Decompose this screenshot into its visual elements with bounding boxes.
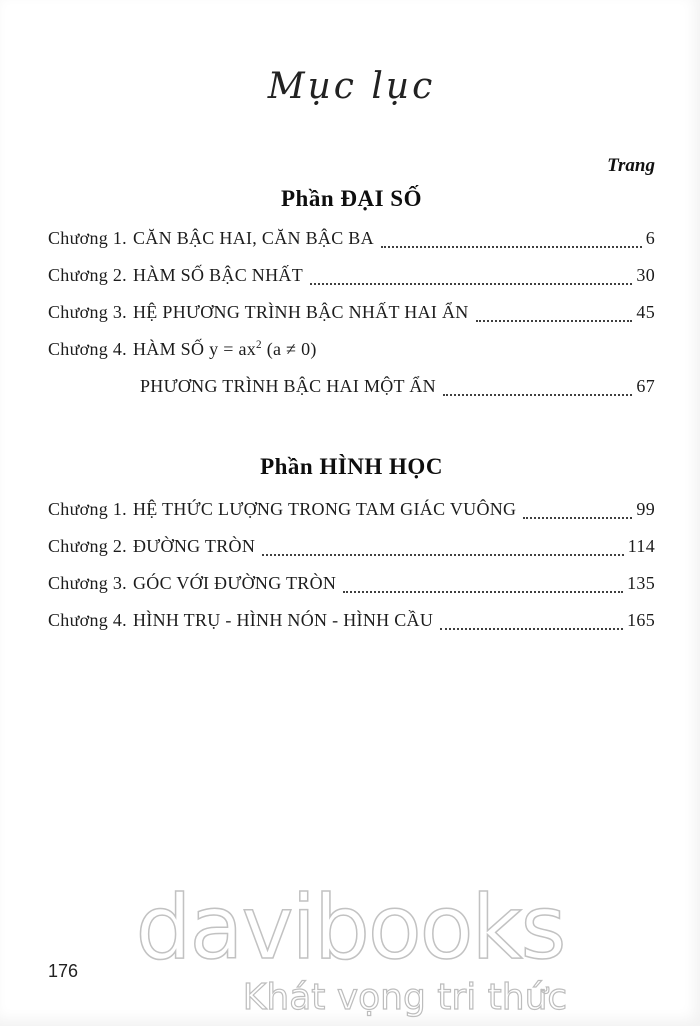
- chapter-label: Chương 4.: [48, 339, 127, 359]
- section-heading-algebra: Phần ĐẠI SỐ: [281, 186, 422, 211]
- formula-suffix: (a ≠ 0): [261, 339, 317, 359]
- toc-entry: [48, 565, 655, 602]
- page-column-header: Trang: [607, 155, 655, 176]
- chapter-page: 135: [627, 573, 655, 593]
- chapter-title: PHƯƠNG TRÌNH BẬC HAI MỘT ẨN: [140, 376, 436, 396]
- chapter-title: CĂN BẬC HAI, CĂN BẬC BA: [132, 228, 374, 248]
- chapter-title: ĐƯỜNG TRÒN: [132, 536, 256, 556]
- chapter-page: 45: [636, 302, 655, 322]
- toc-entry: [48, 294, 655, 331]
- formula-prefix: HÀM SỐ y = ax: [132, 339, 257, 359]
- chapter-title: HỆ PHƯƠNG TRÌNH BẬC NHẤT HAI ẨN: [132, 302, 469, 322]
- dot-leader: [262, 554, 624, 556]
- dot-leader: [310, 283, 632, 285]
- chapter-title: GÓC VỚI ĐƯỜNG TRÒN: [132, 573, 337, 593]
- toc-entry: [48, 257, 655, 294]
- dot-leader: [381, 246, 642, 248]
- chapter-title: HÀM SỐ BẬC NHẤT: [132, 265, 303, 285]
- chapter-page: 114: [627, 536, 655, 556]
- page-title: Mục lục: [267, 66, 436, 107]
- toc-entry: [48, 491, 655, 528]
- chapter-label: Chương 3.: [48, 573, 127, 593]
- toc-entry-continuation: [48, 368, 655, 405]
- chapter-page: 6: [645, 228, 655, 248]
- formula-superscript: 2: [256, 339, 262, 351]
- footer-page-number: 176: [48, 961, 79, 981]
- watermark-brand: davibooks: [135, 876, 565, 979]
- toc-entry: [48, 528, 655, 565]
- chapter-page: 30: [636, 265, 655, 285]
- toc-list-algebra: [48, 220, 655, 405]
- chapter-page: 99: [636, 499, 655, 519]
- chapter-label: Chương 2.: [48, 536, 127, 556]
- dot-leader: [343, 591, 623, 593]
- toc-entry: [48, 220, 655, 257]
- dot-leader: [443, 394, 632, 396]
- chapter-title: [133, 331, 317, 368]
- toc-list-geometry: [48, 491, 655, 639]
- dot-leader: [440, 628, 623, 630]
- chapter-label: Chương 1.: [48, 499, 127, 519]
- chapter-title: HỆ THỨC LƯỢNG TRONG TAM GIÁC VUÔNG: [132, 499, 517, 519]
- section-heading-geometry: Phần HÌNH HỌC: [260, 454, 443, 479]
- dot-leader: [523, 517, 632, 519]
- dot-leader: [476, 320, 633, 322]
- chapter-page: 67: [636, 376, 655, 396]
- watermark-tagline: Khát vọng tri thức: [242, 977, 568, 1018]
- toc-entry: [48, 331, 655, 368]
- chapter-label: Chương 4.: [48, 610, 127, 630]
- chapter-title: HÌNH TRỤ - HÌNH NÓN - HÌNH CẦU: [132, 610, 434, 630]
- toc-entry: [48, 602, 655, 639]
- chapter-page: 165: [627, 610, 655, 630]
- chapter-label: Chương 3.: [48, 302, 127, 322]
- publisher-watermark: [0, 876, 700, 1018]
- chapter-label: Chương 1.: [48, 228, 127, 248]
- chapter-label: Chương 2.: [48, 265, 127, 285]
